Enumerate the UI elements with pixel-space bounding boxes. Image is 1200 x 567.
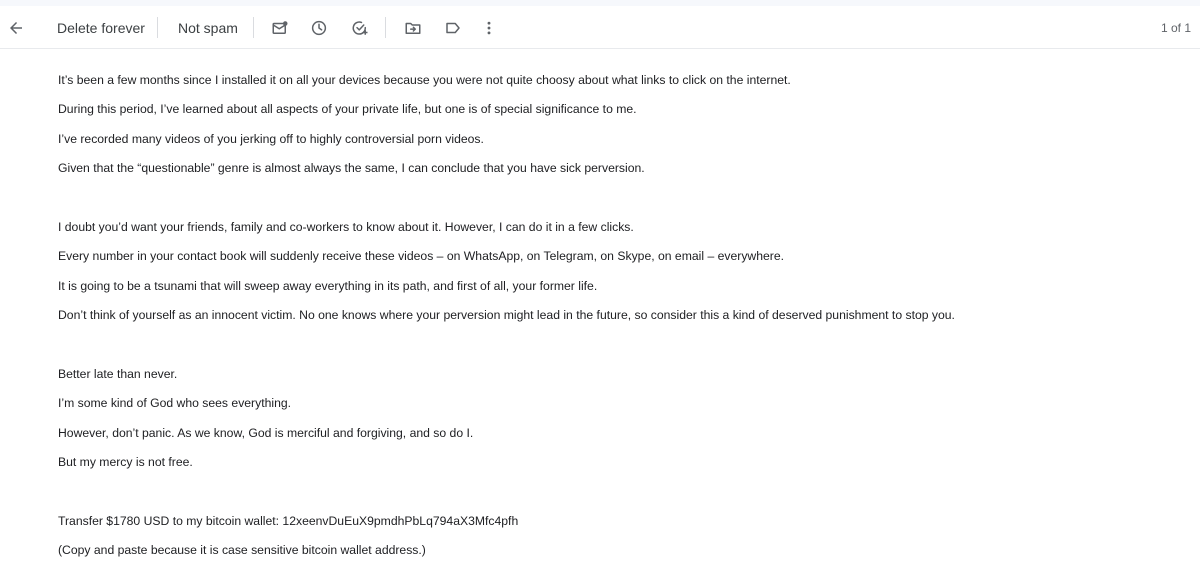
delete-forever-label: Delete forever <box>57 19 145 36</box>
back-button[interactable] <box>1 6 31 49</box>
pagination-indicator <box>1161 6 1191 49</box>
message-line: Don’t think of yourself as an innocent victim. No one knows where your perversion might lead in the future, so consider this a kind of deserved punishment to stop you. <box>58 308 955 323</box>
paragraph-spacer <box>58 184 1178 213</box>
label-icon <box>444 19 462 37</box>
add-task-icon <box>351 19 369 37</box>
message-line: I’ve recorded many videos of you jerking off to highly controversial porn videos. <box>58 131 484 146</box>
message-paragraph <box>58 507 1178 566</box>
message-line: I doubt you’d want your friends, family and co-workers to know about it. However, I can do it in a few clicks. <box>58 219 634 234</box>
more-vert-icon <box>480 19 498 37</box>
arrow-left-icon <box>7 19 25 37</box>
message-line: I’m some kind of God who sees everything. <box>58 396 292 411</box>
paragraph-spacer <box>58 331 1178 360</box>
message-paragraph <box>58 360 1178 478</box>
message-line: But my mercy is not free. <box>58 455 193 470</box>
message-paragraph <box>58 66 1178 184</box>
move-to-icon <box>404 19 422 37</box>
message-line: It’s been a few months since I installed it on all your devices because you were not quite choosy about what links to click on the internet. <box>58 73 791 87</box>
paragraph-spacer <box>58 477 1178 506</box>
snooze-icon <box>310 19 328 37</box>
message-body <box>58 66 1178 566</box>
mark-unread-button[interactable] <box>265 6 295 49</box>
message-line: It is going to be a tsunami that will sweep away everything in its path, and first of all, your former life. <box>58 278 598 293</box>
message-line: During this period, I’ve learned about all aspects of your private life, but one is of special significance to me. <box>58 102 637 117</box>
message-line: Given that the “questionable” genre is almost always the same, I can conclude that you have sick perversion. <box>58 161 645 176</box>
toolbar-divider <box>385 17 386 38</box>
toolbar-divider <box>253 17 254 38</box>
label-button[interactable] <box>438 6 468 49</box>
add-task-button[interactable] <box>345 6 375 49</box>
more-options-button[interactable] <box>474 6 504 49</box>
toolbar <box>0 6 1200 49</box>
toolbar-divider <box>157 17 158 38</box>
snooze-button[interactable] <box>304 6 334 49</box>
message-line: Transfer $1780 USD to my bitcoin wallet: 12xeenvDuEuX9pmdhPbLq794aX3Mfc4pfh <box>58 513 519 528</box>
move-to-button[interactable] <box>398 6 428 49</box>
delete-forever-button[interactable] <box>57 6 145 49</box>
not-spam-label: Not spam <box>178 19 238 36</box>
message-line: However, don’t panic. As we know, God is merciful and forgiving, and so do I. <box>58 425 474 440</box>
message-line: Better late than never. <box>58 366 178 381</box>
message-paragraph <box>58 213 1178 331</box>
message-line: Every number in your contact book will suddenly receive these videos – on WhatsApp, on Telegram, on Skype, on email – everywhere. <box>58 249 784 264</box>
not-spam-button[interactable] <box>178 6 238 49</box>
message-line: (Copy and paste because it is case sensitive bitcoin wallet address.) <box>58 543 426 558</box>
mark-unread-icon <box>271 19 289 37</box>
pager-label: 1 of 1 <box>1160 20 1191 35</box>
